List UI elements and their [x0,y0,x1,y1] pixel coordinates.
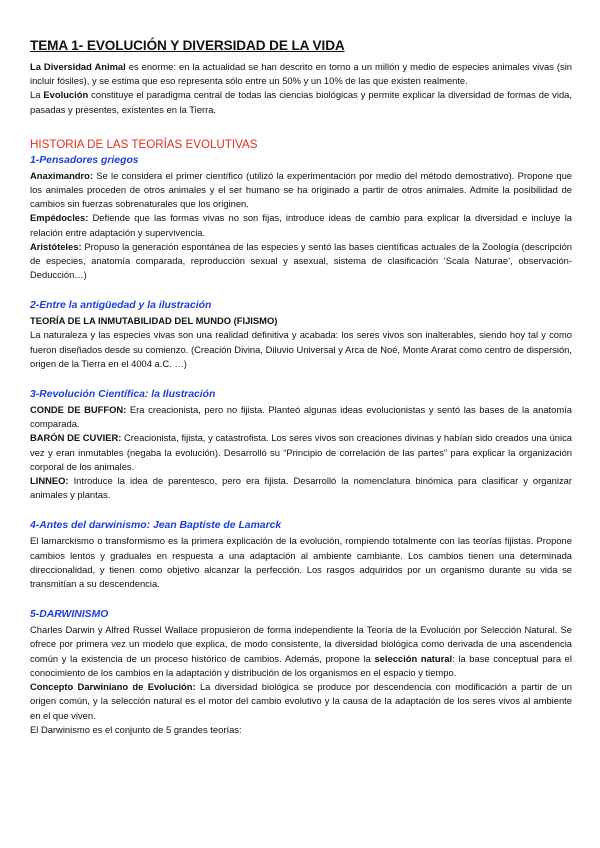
section-2-heading: 2-Entre la antigüedad y la ilustración [30,300,212,312]
intro-paragraph-diversity [30,60,572,88]
lamarck-paragraph: El lamarckismo o transformismo es la primera explicación de la evolución, rompiendo totalmente con las teorías fijistas. Propone cambios lentos y graduales en respuesta a una adaptación al ambiente cambiante. Los cambios tienen una determinada direccionalidad, y tienen como objetivo alcanzar la perfección. Los rasgos adquiridos por un organismo durante su vida se transmitían a su descendencia. [30,535,572,590]
evolution-label: Evolución [43,89,89,101]
cuvier-text: Creacionista, fijista, y catastrofista. Los seres vivos son creaciones divinas y habían sido creados una única vez y eran inmutables (negaba la evolución). Desarrolló su “Principio de correlación de las partes” para explicar la organización corporal de los animales. [30,432,573,472]
buffon-label: CONDE DE BUFFON: [30,404,127,416]
section-3-heading: 3-Revolución Científica: la Ilustración [30,389,216,401]
buffon-text: Era creacionista, pero no fijista. Planteó algunas ideas evolucionistas y sentó las bases de la anatomía comparada. [30,404,572,430]
linneo-paragraph [30,474,572,502]
concepto-label: Concepto Darwiniano de Evolución: [30,681,196,693]
darwinismo-paragraph [30,623,572,680]
darwinismo-last-line: El Darwinismo es el conjunto de 5 grandes teorías: [30,723,242,735]
evolution-prefix: La [30,89,44,101]
aristoteles-label: Aristóteles: [30,240,82,252]
empedocles-text: Defiende que las formas vivas no son fijas, introduce ideas de cambio para explicar la diversidad e incluye la relación entre adaptación y supervivencia. [30,212,572,238]
diversity-text: es enorme: en la actualidad se han descrito en torno a un millón y medio de especies animales vivas (sin incluir fósiles), y se estima que eso representa sólo entre un 50% y un 10% de las que existen realmente. [30,61,573,87]
diversity-label: La Diversidad Animal [30,61,126,72]
fijismo-subheading: TEORÍA DE LA INMUTABILIDAD DEL MUNDO (FIJISMO) [30,315,278,327]
concepto-darwiniano-paragraph [30,680,572,723]
fijismo-paragraph: La naturaleza y las especies vivas son una realidad definitiva y acabada: los seres vivos son inalterables, siendo hoy tal y como fueron diseñados desde su comienzo. (Creación Divina, Diluvio Universal y Arca de Noé, Monte Ararat como centro de dispersión, origen de la Tierra en el 4004 a.C. …) [30,329,572,369]
document-title: TEMA 1- EVOLUCIÓN Y DIVERSIDAD DE LA VIDA [30,38,345,53]
intro-paragraph-evolution [30,88,572,116]
document-page [30,38,572,737]
anaximandro-label: Anaximandro: [30,169,94,181]
linneo-label: LINNEO: [30,475,69,487]
section-1-heading: 1-Pensadores griegos [30,154,139,166]
linneo-text: Introduce la idea de parentesco, pero era fijista. Desarrolló la nomenclatura binómica para clasificar y organizar animales y plantas. [30,475,572,501]
darwinismo-tail: : la base conceptual para el conocimiento de los cambios en la adaptación y distribución de los organismos en el espacio y tiempo. [30,652,572,678]
cuvier-label: BARÓN DE CUVIER: [30,432,122,444]
empedocles-paragraph [30,211,572,239]
aristoteles-paragraph [30,240,572,283]
aristoteles-text: Propuso la generación espontánea de las especies y sentó las bases científicas actuales de la Zoología (descripción de especies, anatomía comparada, reproducción sexual y asexual, sistema de clasificación ‘Scala Naturae’, observación-Deducción…) [30,240,572,281]
section-5-heading: 5-DARWINISMO [30,609,109,621]
history-heading: HISTORIA DE LAS TEORÍAS EVOLUTIVAS [30,137,258,151]
buffon-paragraph [30,403,572,431]
section-4-heading: 4-Antes del darwinismo: Jean Baptiste de Lamarck [30,520,282,532]
seleccion-natural-label: selección natural [374,652,453,664]
cuvier-paragraph [30,431,572,474]
darwinismo-text: Charles Darwin y Alfred Russel Wallace propusieron de forma independiente la Teoría de la Evolución por Selección Natural. Se ofrece por primera vez un modelo que explica, de modo consistente, la diversidad biológica como derivada de una ascendencia común y la existencia de un proceso histórico de cambios. Además, propone la [30,624,572,664]
anaximandro-text: Se le considera el primer científico (utilizó la experimentación por medio del método demostrativo). Propone que los animales proceden de otros animales y el ser humano se ha originado a partir de otros animales. Admite la posibilidad de cambios sin fuerzas sobrenaturales que los originen. [30,169,572,210]
concepto-text: La diversidad biológica se produce por descendencia con modificación a partir de un origen común, y la selección natural es el motor del cambio evolutivo y la causa de la adaptación de los seres vivos al ambiente en el que viven. [30,681,572,721]
anaximandro-paragraph [30,169,572,212]
evolution-text: constituye el paradigma central de todas las ciencias biológicas y permite explicar la diversidad de formas de vida, pasadas y presentes, existentes en la Tierra. [30,89,572,115]
empedocles-label: Empédocles: [30,212,89,224]
